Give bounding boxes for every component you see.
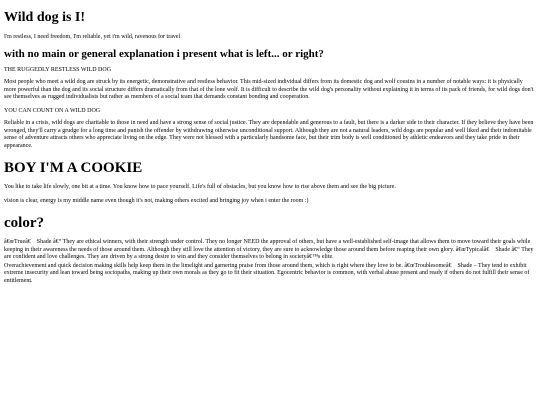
vision-text: vision is clear, energy is my middle name even though it's not, making others excited and bringing joy when i enter the room :) [4, 197, 309, 204]
color-text-2: Overachievement and quick decision making skills help keep them in the limelight and garnering praise from those around them, which is right where they love to be. â€œTroublesomeâ€ Shade – They tend to exhibit extreme insecurity and lean toward being sociopaths, making up their own morals as they go to fit their situation. Egocentric behavior is common, with verbal abuse present and ready if others do not fulfill their sense of entitlement. [4, 262, 530, 284]
page-title: Wild dog is I! [4, 10, 86, 25]
subtitle: with no main or general explanation i present what is left... or right? [4, 47, 324, 60]
section-label-restless: THE RUGGEDLY RESTLESS WILD DOG [4, 66, 112, 73]
cookie-heading: BOY I'M A COOKIE [4, 160, 143, 176]
cookie-text: You like to take life slowly, one bit at a time. You know how to pace yourself. Life's full of obstacles, but you know how to rise above them and see the big picture. [4, 184, 396, 190]
color-heading: color? [4, 215, 44, 231]
color-text-1: â€œTrueâ€ Shade â€“ They are ethical winners, with their strength under control. They no longer NEED the approval of others, but have a well-established self-image that allows them to move toward their goals while keeping in their awareness the needs of those around them. Although they still love the attention of victory, they are sure to acknowledge those around them before reaping their own glory. â€œTypicalâ€ Shade â€“ They are confident and love challenges. They are driven by a strong desire to win and they consider themselves to belong in societyâ€™s elite. [4, 239, 534, 260]
section-text-restless: Most people who meet a wild dog are struck by its energetic, demonstrative and restless behavior. This mid-sized individual differs from its domestic dog and wolf cousins in a number of notable ways: it is physically more powerful than the dog and its social structure differs dramatically from that of the lone wolf. It is difficult to describe the wild dog's personality without explaining it in terms of its pack of friends, for wild dogs don't see themselves as rugged individualists but rather as members of a social team that demands constant bonding and cooperation. [4, 79, 534, 100]
page [0, 10, 540, 285]
tagline: I'm restless, I need freedom, I'm reliable, yet i'm wild, ravenous for travel [4, 34, 181, 40]
section-text-reliable: Reliable in a crisis, wild dogs are charitable to those in need and have a strong sense of social justice. They are dependable and generous to a fault, but there is a darker side to their character. If they believe they have been wronged, they'll carry a grudge for a long time and punish the offender by withdrawing otherwise unconditional support. Although they are not a natural leaders, wild dogs are popular and well liked and their indomitable sense of adventure attracts others who appreciate living on the edge. They were not blessed with a particularly handsome face, but their trim body is well conditioned by athletic endeavors and they take pride in their appearance. [4, 120, 534, 149]
section-label-reliable: YOU CAN COUNT ON A WILD DOG [4, 107, 101, 114]
